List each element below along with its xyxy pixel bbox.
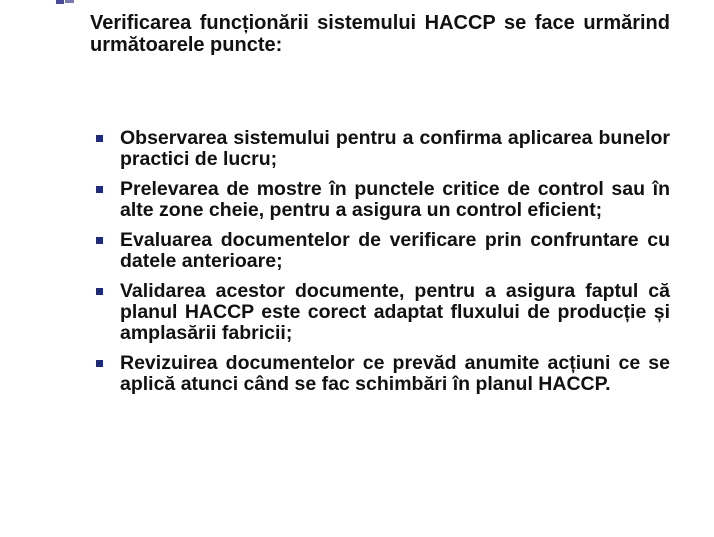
bullet-item <box>96 128 670 170</box>
square-bullet-icon <box>96 135 103 142</box>
bullet-text: Validarea acestor documente, pentru a asigura faptul că planul HACCP este corect adaptat fluxului de producție și amplasării fabricii; <box>120 280 670 344</box>
intro-paragraph: Verificarea funcționării sistemului HACCP se face urmărind următoarele puncte: <box>90 12 670 56</box>
square-bullet-icon <box>96 186 103 193</box>
square-bullet-icon <box>96 360 103 367</box>
square-bullet-icon <box>96 288 103 295</box>
decoration-bar <box>56 0 64 4</box>
bullet-text: Prelevarea de mostre în punctele critice de control sau în alte zone cheie, pentru a asigura un control eficient; <box>120 178 670 221</box>
bullet-item <box>96 179 670 221</box>
bullet-item <box>96 281 670 344</box>
bullet-item <box>96 353 670 395</box>
slide-content <box>90 12 670 395</box>
bullet-text: Observarea sistemului pentru a confirma aplicarea bunelor practici de lucru; <box>120 127 670 170</box>
bullet-text: Revizuirea documentelor ce prevăd anumite acțiuni ce se aplică atunci când se fac schimbări în planul HACCP. <box>120 352 670 395</box>
bullet-list <box>96 128 670 404</box>
slide-corner-decoration <box>56 0 74 6</box>
decoration-bar <box>65 0 74 3</box>
bullet-text: Evaluarea documentelor de verificare prin confruntare cu datele anterioare; <box>120 229 670 272</box>
bullet-item <box>96 230 670 272</box>
square-bullet-icon <box>96 237 103 244</box>
